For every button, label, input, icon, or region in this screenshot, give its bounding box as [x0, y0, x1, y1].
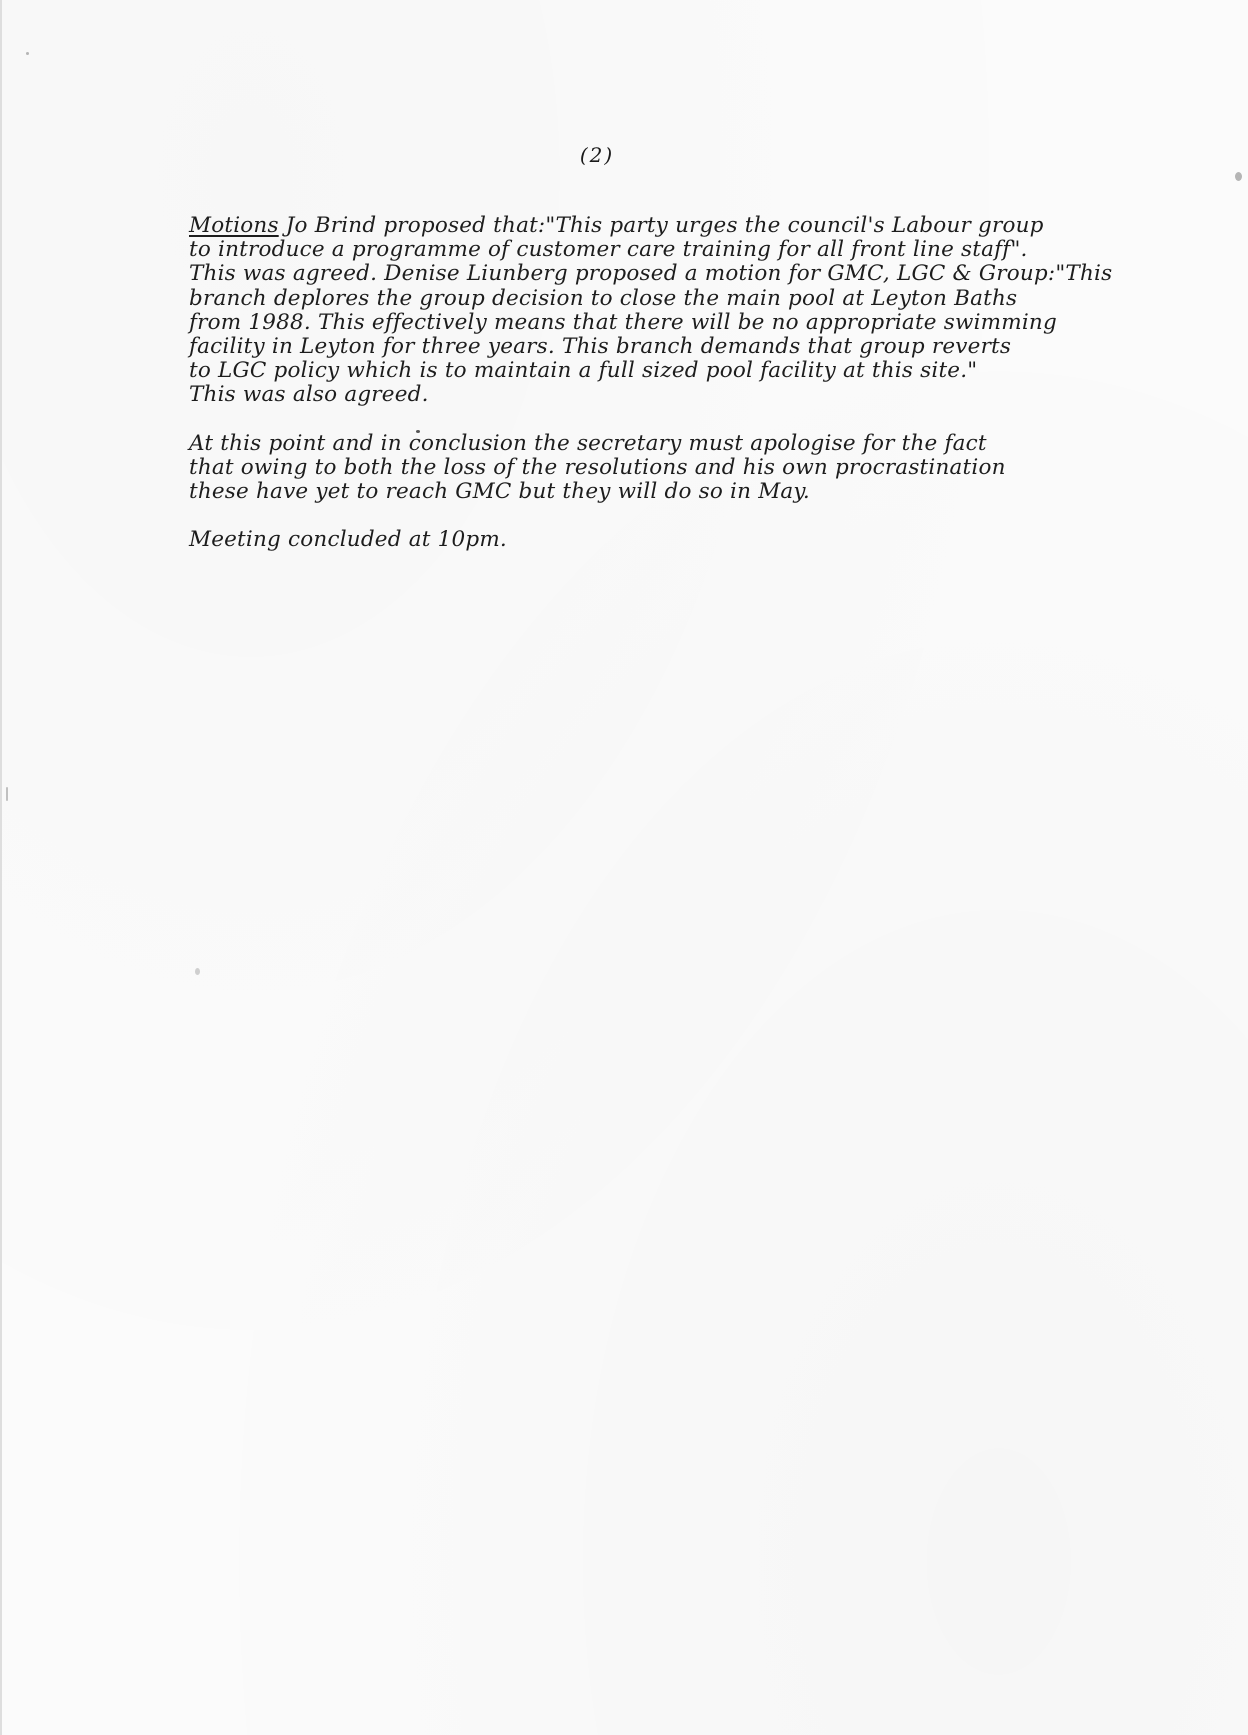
text-line: facility in Leyton for three years. This branch demands that group reverts — [189, 334, 1012, 360]
text-line: This was agreed. Denise Liunberg proposed a motion for GMC, LGC & Group:"This — [189, 261, 1113, 287]
text-line: This was also agreed. — [189, 382, 429, 408]
motions-heading: Motions — [189, 213, 279, 238]
text-line: that owing to both the loss of the resolutions and his own procrastination — [189, 454, 1006, 480]
text-line: branch deplores the group decision to close the main pool at Leyton Baths — [189, 285, 1018, 311]
text-line-content: Jo Brind proposed that:"This party urges the council's Labour group — [278, 213, 1044, 238]
paragraph-spacer — [189, 408, 1169, 432]
text-line: from 1988. This effectively means that there will be no appropriate swimming — [189, 309, 1057, 335]
text-line: to LGC policy which is to maintain a full sized pool facility at this site." — [189, 358, 978, 384]
paper-speck — [1235, 172, 1242, 181]
page-number: (2) — [579, 143, 615, 167]
text-line — [189, 214, 1169, 238]
paragraph-spacer — [189, 504, 1169, 528]
text-line: At this point and in conclusion the secretary must apologise for the fact — [189, 430, 987, 456]
paper-speck — [26, 52, 29, 55]
text-line: to introduce a programme of customer care training for all front line staff". — [189, 237, 1028, 263]
document-body — [189, 214, 1169, 552]
text-line: these have yet to reach GMC but they will do so in May. — [189, 479, 810, 505]
paper-speck — [6, 787, 8, 801]
text-line: Meeting concluded at 10pm. — [189, 527, 507, 553]
paper-speck — [195, 968, 200, 975]
